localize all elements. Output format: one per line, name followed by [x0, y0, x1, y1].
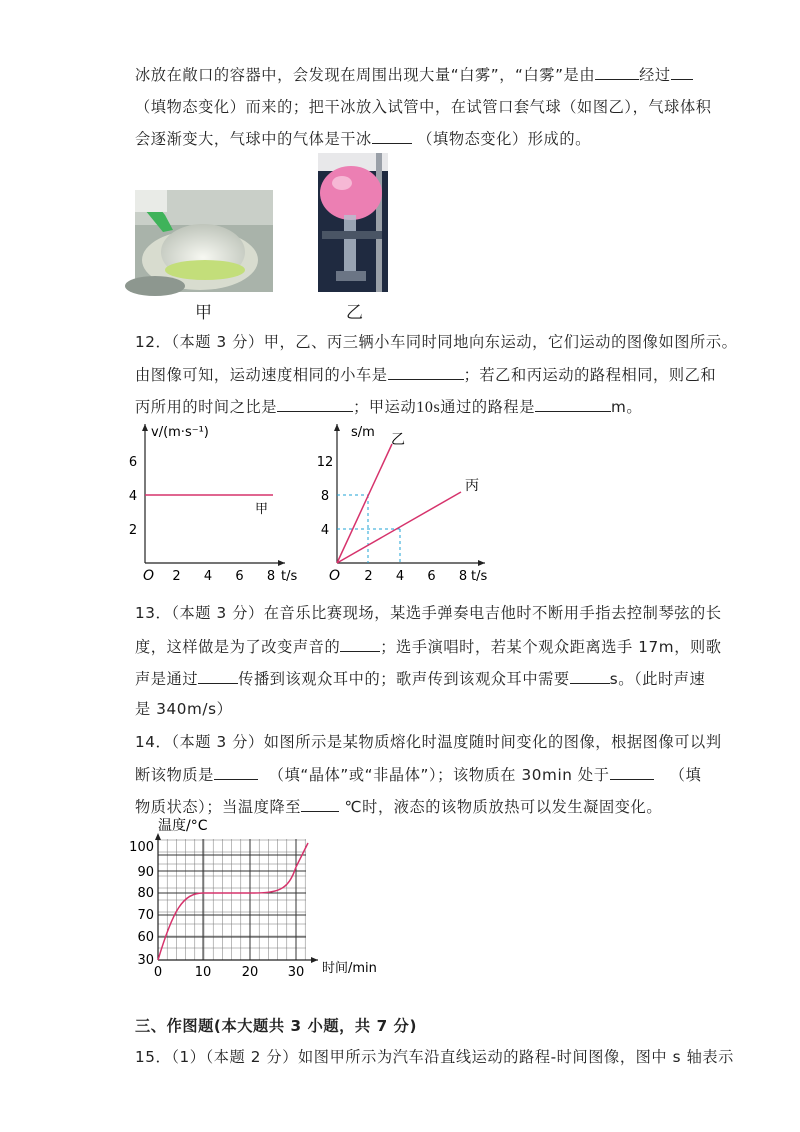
q12-line3: [135, 396, 642, 418]
answer-blank[interactable]: [610, 764, 654, 780]
caption-jia: 甲: [195, 303, 212, 323]
y-axis-label: v/(m·s⁻¹): [151, 425, 209, 440]
answer-blank[interactable]: [372, 128, 412, 144]
q12-line2: [135, 364, 716, 385]
q11-text: （填物态变化）形成的。: [417, 130, 591, 148]
q14-line1: 14．（本题 3 分）如图所示是某物质熔化时温度随时间变化的图像，根据图像可以判: [135, 733, 722, 751]
y-tick-label: 30: [137, 953, 154, 968]
melting-graph: [128, 815, 388, 985]
q15-line1: 15．（1）（本题 2 分）如图甲所示为汽车沿直线运动的路程-时间图像，图中 s 轴表示: [135, 1048, 734, 1066]
answer-blank[interactable]: [198, 668, 238, 684]
q12-text: ；若乙和丙运动的路程相同，则乙和: [463, 366, 717, 384]
q13-line2: [135, 636, 722, 657]
series-yi-label: 乙: [391, 432, 405, 448]
temperature-curve: [158, 843, 308, 960]
y-arrow-icon: [155, 833, 161, 840]
y-tick-label: 90: [137, 865, 154, 880]
st-graph: [315, 420, 495, 585]
answer-blank[interactable]: [340, 636, 380, 652]
q13-text: s。（此时声速: [609, 670, 706, 688]
q12-text: ；甲运动: [353, 398, 417, 416]
x-tick-label: 8: [458, 569, 468, 584]
y-tick-label: 6: [128, 455, 138, 470]
x-axis-label: t/s: [471, 569, 488, 584]
x-axis-label: t/s: [281, 569, 298, 584]
y-tick-label: 70: [137, 908, 154, 923]
x-tick-label: 4: [395, 569, 405, 584]
q11-line1: [135, 64, 693, 85]
y-tick-label: 12: [316, 455, 334, 470]
y-tick-label: 8: [320, 489, 330, 504]
x-tick-label: 4: [203, 569, 213, 584]
q13-text: 声是通过: [135, 670, 199, 688]
y-axis-label: s/m: [351, 425, 375, 440]
y-axis-label: 温度/°C: [158, 818, 208, 834]
q12-text: 10s: [416, 399, 441, 416]
answer-blank[interactable]: [277, 396, 353, 412]
photo-jia: [135, 190, 273, 292]
series-bing-line: [337, 492, 461, 563]
x-tick-label: 2: [364, 569, 373, 584]
q11-line3: [135, 128, 591, 149]
q13-text: ；选手演唱时，若某个观众距离选手 17m，则歌: [380, 638, 722, 656]
x-tick-label: 2: [172, 569, 181, 584]
series-yi-line: [337, 444, 392, 563]
x-tick-label: 6: [235, 569, 244, 584]
x-arrow-icon: [278, 560, 285, 566]
q14-text: 断该物质是: [135, 766, 214, 784]
y-tick-label: 2: [128, 523, 138, 538]
q11-text: 冰放在敞口的容器中，会发现在周围出现大量“白雾”，“白雾”是由: [135, 66, 596, 84]
q12-text: 丙所用的时间之比是: [135, 398, 278, 416]
y-tick-label: 4: [320, 523, 330, 538]
q13-text: 度，这样做是为了改变声音的: [135, 638, 341, 656]
x-tick-label: 10: [194, 965, 212, 980]
q14-line3: [135, 796, 662, 817]
y-tick-label: 100: [129, 840, 154, 855]
answer-blank[interactable]: [671, 64, 693, 80]
series-bing-label: 丙: [465, 478, 479, 494]
q11-text: 会逐渐变大，气球中的气体是干冰: [135, 130, 372, 148]
y-tick-label: 60: [137, 930, 154, 945]
origin-label: O: [329, 568, 341, 584]
answer-blank[interactable]: [535, 396, 611, 412]
x-tick-label: 30: [287, 965, 305, 980]
q14-text: 物质状态）；当温度降至: [135, 798, 302, 816]
x-axis-label: 时间/min: [322, 961, 377, 976]
q13-line4: 是 340m/s）: [135, 700, 233, 718]
q13-line1: 13．（本题 3 分）在音乐比赛现场，某选手弹奏电吉他时不断用手指去控制琴弦的长: [135, 604, 722, 622]
q13-line3: [135, 668, 705, 689]
x-arrow-icon: [478, 560, 485, 566]
vt-graph: [125, 420, 298, 585]
caption-yi: 乙: [346, 303, 363, 323]
y-arrow-icon: [142, 424, 148, 431]
q12-text: 通过的路程是: [440, 398, 536, 416]
answer-blank[interactable]: [301, 796, 339, 812]
answer-blank[interactable]: [388, 364, 464, 380]
answer-blank[interactable]: [570, 668, 610, 684]
q14-text: （填: [669, 766, 702, 784]
x-tick-label: 0: [153, 965, 163, 980]
q12-text: 由图像可知，运动速度相同的小车是: [135, 366, 388, 384]
q14-text: （填“晶体”或“非晶体”）；该物质在 30min 处于: [268, 766, 610, 784]
photo-yi: [318, 153, 388, 292]
section-3-title: 三、作图题(本大题共 3 小题，共 7 分): [135, 1017, 417, 1035]
x-tick-label: 8: [266, 569, 276, 584]
q12-text: m。: [611, 398, 643, 416]
q14-line2: [135, 764, 701, 785]
q13-text: 传播到该观众耳中的；歌声传到该观众耳中需要: [238, 670, 570, 688]
y-tick-label: 4: [128, 489, 138, 504]
y-arrow-icon: [334, 424, 340, 431]
answer-blank[interactable]: [214, 764, 258, 780]
q11-line2: （填物态变化）而来的；把干冰放入试管中，在试管口套气球（如图乙），气球体积: [135, 98, 712, 116]
x-tick-label: 6: [427, 569, 436, 584]
q14-text: ℃时，液态的该物质放热可以发生凝固变化。: [344, 798, 663, 816]
x-tick-label: 20: [241, 965, 259, 980]
origin-label: O: [143, 568, 155, 584]
series-jia-label: 甲: [255, 502, 269, 517]
q11-text: 经过: [639, 66, 671, 84]
answer-blank[interactable]: [595, 64, 639, 80]
y-tick-label: 80: [137, 886, 154, 901]
q12-line1: 12．（本题 3 分）甲，乙、丙三辆小车同时同地向东运动，它们运动的图像如图所示。: [135, 333, 738, 351]
x-arrow-icon: [311, 957, 318, 963]
